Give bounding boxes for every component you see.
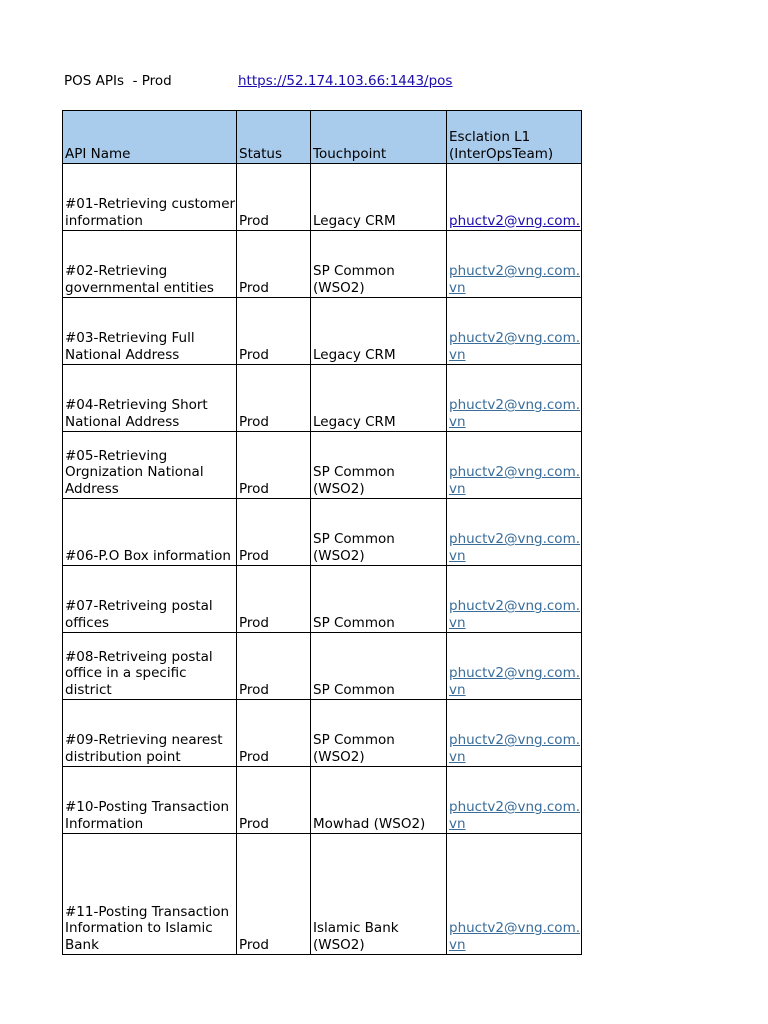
status-cell: Prod — [237, 499, 311, 566]
api-name-cell: #06-P.O Box information — [63, 499, 237, 566]
status-cell: Prod — [237, 164, 311, 231]
touchpoint-cell: SP Common (WSO2) — [311, 499, 447, 566]
escalation-email-link[interactable]: phuctv2@vng.com. — [449, 212, 581, 229]
escalation-email-link[interactable]: phuctv2@vng.com.vn — [449, 397, 581, 430]
table-row — [63, 834, 582, 955]
escalation-cell — [447, 633, 582, 700]
table-row — [63, 499, 582, 566]
api-name-cell: #05-Retrieving Orgnization National Address — [63, 432, 237, 499]
column-header-touchpoint: Touchpoint — [311, 111, 447, 164]
table-row — [63, 164, 582, 231]
api-name-cell: #01-Retrieving customer information — [63, 164, 237, 231]
table-row — [63, 365, 582, 432]
status-cell: Prod — [237, 700, 311, 767]
api-name-cell: #03-Retrieving Full National Address — [63, 298, 237, 365]
api-name-cell: #08-Retriveing postal office in a specific district — [63, 633, 237, 700]
escalation-cell — [447, 164, 582, 231]
escalation-email-link[interactable]: phuctv2@vng.com.vn — [449, 330, 581, 363]
table-row — [63, 633, 582, 700]
touchpoint-cell: Islamic Bank (WSO2) — [311, 834, 447, 955]
touchpoint-cell: SP Common — [311, 633, 447, 700]
touchpoint-cell: SP Common — [311, 566, 447, 633]
escalation-cell — [447, 231, 582, 298]
table-row — [63, 298, 582, 365]
touchpoint-cell: Legacy CRM — [311, 365, 447, 432]
status-cell: Prod — [237, 298, 311, 365]
escalation-email-link[interactable]: phuctv2@vng.com.vn — [449, 598, 581, 631]
escalation-email-link[interactable]: phuctv2@vng.com.vn — [449, 799, 581, 832]
escalation-email-link[interactable]: phuctv2@vng.com.vn — [449, 920, 581, 953]
touchpoint-cell: Legacy CRM — [311, 298, 447, 365]
page-title: POS APIs - Prod — [64, 73, 172, 89]
status-cell: Prod — [237, 767, 311, 834]
api-name-cell: #04-Retrieving Short National Address — [63, 365, 237, 432]
escalation-email-link[interactable]: phuctv2@vng.com.vn — [449, 665, 581, 698]
api-name-cell: #10-Posting Transaction Information — [63, 767, 237, 834]
status-cell: Prod — [237, 231, 311, 298]
escalation-cell — [447, 365, 582, 432]
endpoint-url-link[interactable]: https://52.174.103.66:1443/pos — [238, 73, 453, 89]
status-cell: Prod — [237, 566, 311, 633]
api-name-cell: #11-Posting Transaction Information to Islamic Bank — [63, 834, 237, 955]
table-row — [63, 231, 582, 298]
column-header-status: Status — [237, 111, 311, 164]
api-name-cell: #07-Retriveing postal offices — [63, 566, 237, 633]
touchpoint-cell: Mowhad (WSO2) — [311, 767, 447, 834]
status-cell: Prod — [237, 834, 311, 955]
status-cell: Prod — [237, 365, 311, 432]
api-name-cell: #09-Retrieving nearest distribution point — [63, 700, 237, 767]
touchpoint-cell: SP Common (WSO2) — [311, 231, 447, 298]
touchpoint-cell: SP Common (WSO2) — [311, 700, 447, 767]
escalation-cell — [447, 834, 582, 955]
escalation-cell — [447, 566, 582, 633]
column-header-escalation: Esclation L1 (InterOpsTeam) — [447, 111, 582, 164]
status-cell: Prod — [237, 432, 311, 499]
escalation-cell — [447, 432, 582, 499]
touchpoint-cell: Legacy CRM — [311, 164, 447, 231]
escalation-email-link[interactable]: phuctv2@vng.com.vn — [449, 263, 581, 296]
escalation-cell — [447, 767, 582, 834]
escalation-cell — [447, 298, 582, 365]
table-row — [63, 432, 582, 499]
escalation-cell — [447, 499, 582, 566]
escalation-email-link[interactable]: phuctv2@vng.com.vn — [449, 464, 581, 497]
escalation-email-link[interactable]: phuctv2@vng.com.vn — [449, 732, 581, 765]
status-cell: Prod — [237, 633, 311, 700]
escalation-email-link[interactable]: phuctv2@vng.com.vn — [449, 531, 581, 564]
table-row — [63, 566, 582, 633]
column-header-api-name: API Name — [63, 111, 237, 164]
table-row — [63, 700, 582, 767]
touchpoint-cell: SP Common (WSO2) — [311, 432, 447, 499]
api-table — [62, 110, 582, 955]
table-header-row — [63, 111, 582, 164]
api-name-cell: #02-Retrieving governmental entities — [63, 231, 237, 298]
table-row — [63, 767, 582, 834]
escalation-cell — [447, 700, 582, 767]
